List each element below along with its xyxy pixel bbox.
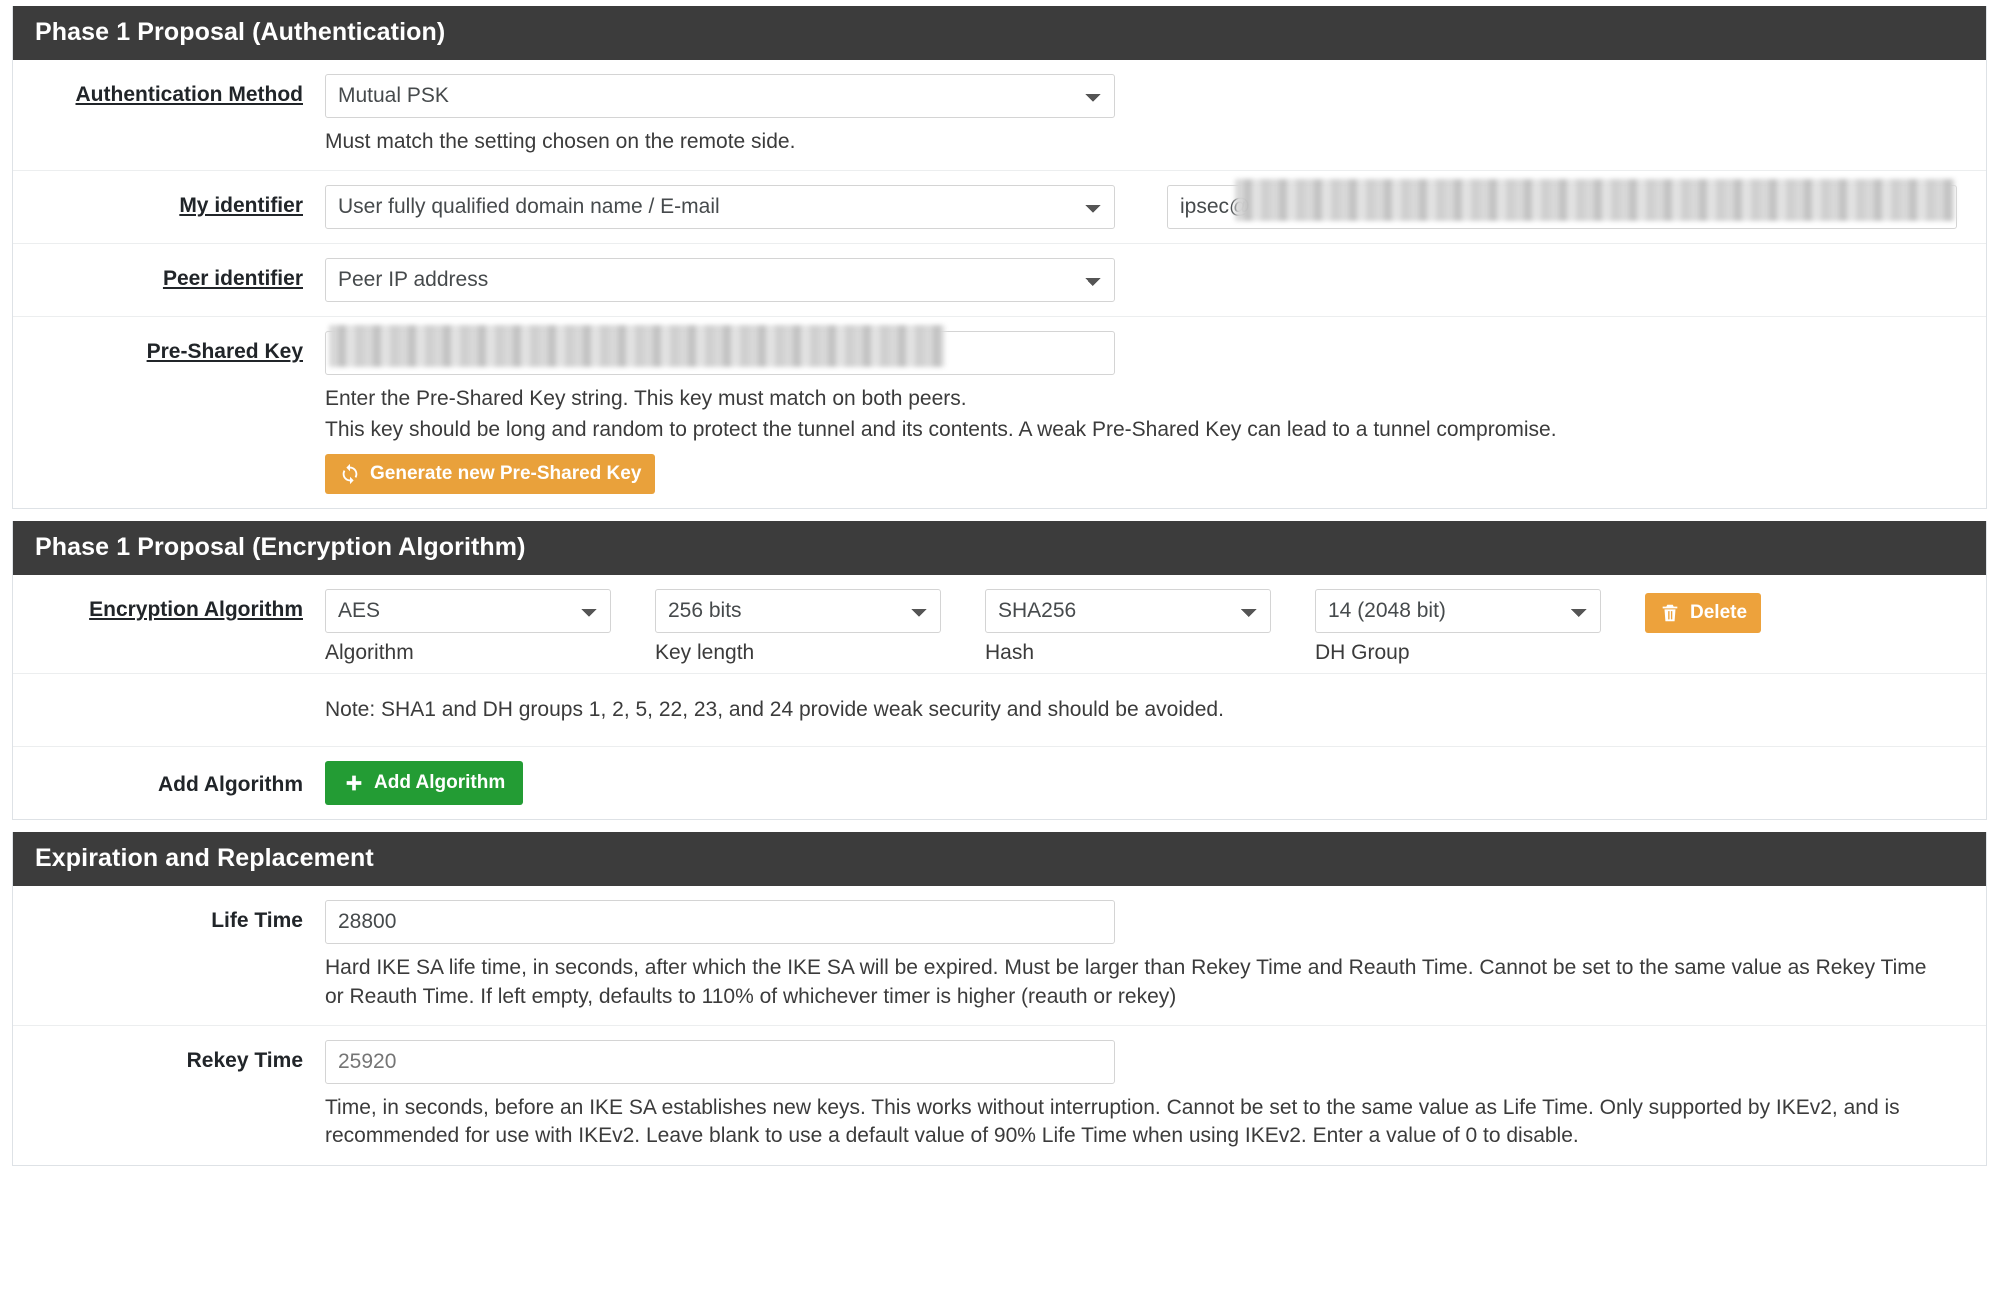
label-peer-identifier <box>13 258 325 291</box>
panel-heading-phase1-authentication: Phase 1 Proposal (Authentication) <box>13 6 1986 60</box>
row-pre-shared-key <box>13 317 1986 508</box>
row-authentication-method <box>13 60 1986 171</box>
field-key-length <box>655 589 941 665</box>
select-authentication-method[interactable] <box>325 74 1115 118</box>
field-pre-shared-key <box>325 331 1986 494</box>
panel-body-phase1-authentication <box>13 60 1986 508</box>
generate-new-pre-shared-key-button[interactable] <box>325 454 655 494</box>
help-authentication-method: Must match the setting chosen on the remote side. <box>325 130 796 153</box>
my-identifier-controls <box>325 185 1986 229</box>
field-authentication-method <box>325 74 1986 156</box>
panel-phase1-authentication <box>12 6 1987 509</box>
add-algorithm-label: Add Algorithm <box>374 771 506 793</box>
label-life-time: Life Time <box>211 909 303 933</box>
label-peer-identifier-text[interactable]: Peer identifier <box>162 267 303 291</box>
row-rekey-time <box>13 1026 1986 1165</box>
panel-phase1-encryption <box>12 521 1987 820</box>
label-add-algorithm: Add Algorithm <box>157 773 303 797</box>
help-pre-shared-key-line1: Enter the Pre-Shared Key string. This key must match on both peers. <box>325 387 967 411</box>
label-my-identifier-text[interactable]: My identifier <box>179 194 303 218</box>
select-algorithm[interactable] <box>325 589 611 633</box>
panel-heading-phase1-encryption: Phase 1 Proposal (Encryption Algorithm) <box>13 521 1986 575</box>
select-key-length[interactable] <box>655 589 941 633</box>
sublabel-algorithm: Algorithm <box>325 641 414 665</box>
field-delete-algorithm <box>1645 589 1761 633</box>
panel-body-expiration-replacement <box>13 886 1986 1164</box>
generate-psk-container <box>325 444 1986 494</box>
row-peer-identifier <box>13 244 1986 317</box>
field-life-time <box>325 900 1986 1011</box>
select-my-identifier-type[interactable] <box>325 185 1115 229</box>
label-pre-shared-key-text[interactable]: Pre-Shared Key <box>146 340 303 364</box>
input-my-identifier-value[interactable] <box>1167 185 1957 229</box>
select-hash[interactable] <box>985 589 1271 633</box>
field-peer-identifier <box>325 258 1986 302</box>
help-pre-shared-key-line2: This key should be long and random to protect the tunnel and its contents. A weak Pre-Shared Key can lead to a tunnel compromise. <box>325 417 1557 441</box>
row-encryption-note <box>13 673 1986 747</box>
panel-body-phase1-encryption <box>13 575 1986 819</box>
input-pre-shared-key[interactable] <box>325 331 1115 375</box>
encryption-note-text: Note: SHA1 and DH groups 1, 2, 5, 22, 23, and 24 provide weak security and should be avoided. <box>325 698 1224 722</box>
label-rekey-time: Rekey Time <box>186 1049 303 1073</box>
panel-expiration-replacement <box>12 832 1987 1165</box>
sublabel-dh-group: DH Group <box>1315 641 1410 665</box>
refresh-icon <box>339 463 361 485</box>
label-encryption-algorithm-text[interactable]: Encryption Algorithm <box>89 598 303 622</box>
help-life-time: Hard IKE SA life time, in seconds, after which the IKE SA will be expired. Must be larger than Rekey Time and Reauth Time. Cannot be set to the same value as Rekey Time or Reauth Time. If left empty, defaults to 110% of whichever timer is higher (reauth or rekey) <box>325 956 1927 1008</box>
label-authentication-method <box>13 74 325 107</box>
help-rekey-time: Time, in seconds, before an IKE SA establishes new keys. This works without interruption. Cannot be set to the same value as Life Time. Only supported by IKEv2, and is recommended for use with IKEv2. Leave blank to use a default value of 90% Life Time when using IKEv2. Enter a value of 0 to disable. <box>325 1096 1900 1148</box>
generate-new-pre-shared-key-label: Generate new Pre-Shared Key <box>370 462 642 484</box>
field-add-algorithm <box>325 761 1986 805</box>
field-rekey-time <box>325 1040 1986 1151</box>
row-add-algorithm <box>13 747 1986 819</box>
select-peer-identifier-type[interactable] <box>325 258 1115 302</box>
select-dh-group[interactable] <box>1315 589 1601 633</box>
row-my-identifier <box>13 171 1986 244</box>
trash-icon <box>1659 602 1681 624</box>
row-life-time <box>13 886 1986 1026</box>
field-dh-group <box>1315 589 1601 665</box>
sublabel-key-length: Key length <box>655 641 755 665</box>
plus-icon <box>343 772 365 794</box>
field-my-identifier <box>325 185 1986 229</box>
label-pre-shared-key <box>13 331 325 364</box>
field-algorithm <box>325 589 611 665</box>
label-my-identifier <box>13 185 325 218</box>
sublabel-hash: Hash <box>985 641 1035 665</box>
add-algorithm-button[interactable] <box>325 761 523 805</box>
row-encryption-algorithm <box>13 575 1986 673</box>
delete-algorithm-button[interactable] <box>1645 593 1761 633</box>
label-encryption-algorithm <box>13 589 325 622</box>
delete-algorithm-label: Delete <box>1690 601 1748 623</box>
label-authentication-method-text[interactable]: Authentication Method <box>75 83 303 106</box>
panel-heading-expiration-replacement: Expiration and Replacement <box>13 832 1986 886</box>
input-rekey-time[interactable] <box>325 1040 1115 1084</box>
field-hash <box>985 589 1271 665</box>
input-life-time[interactable] <box>325 900 1115 944</box>
